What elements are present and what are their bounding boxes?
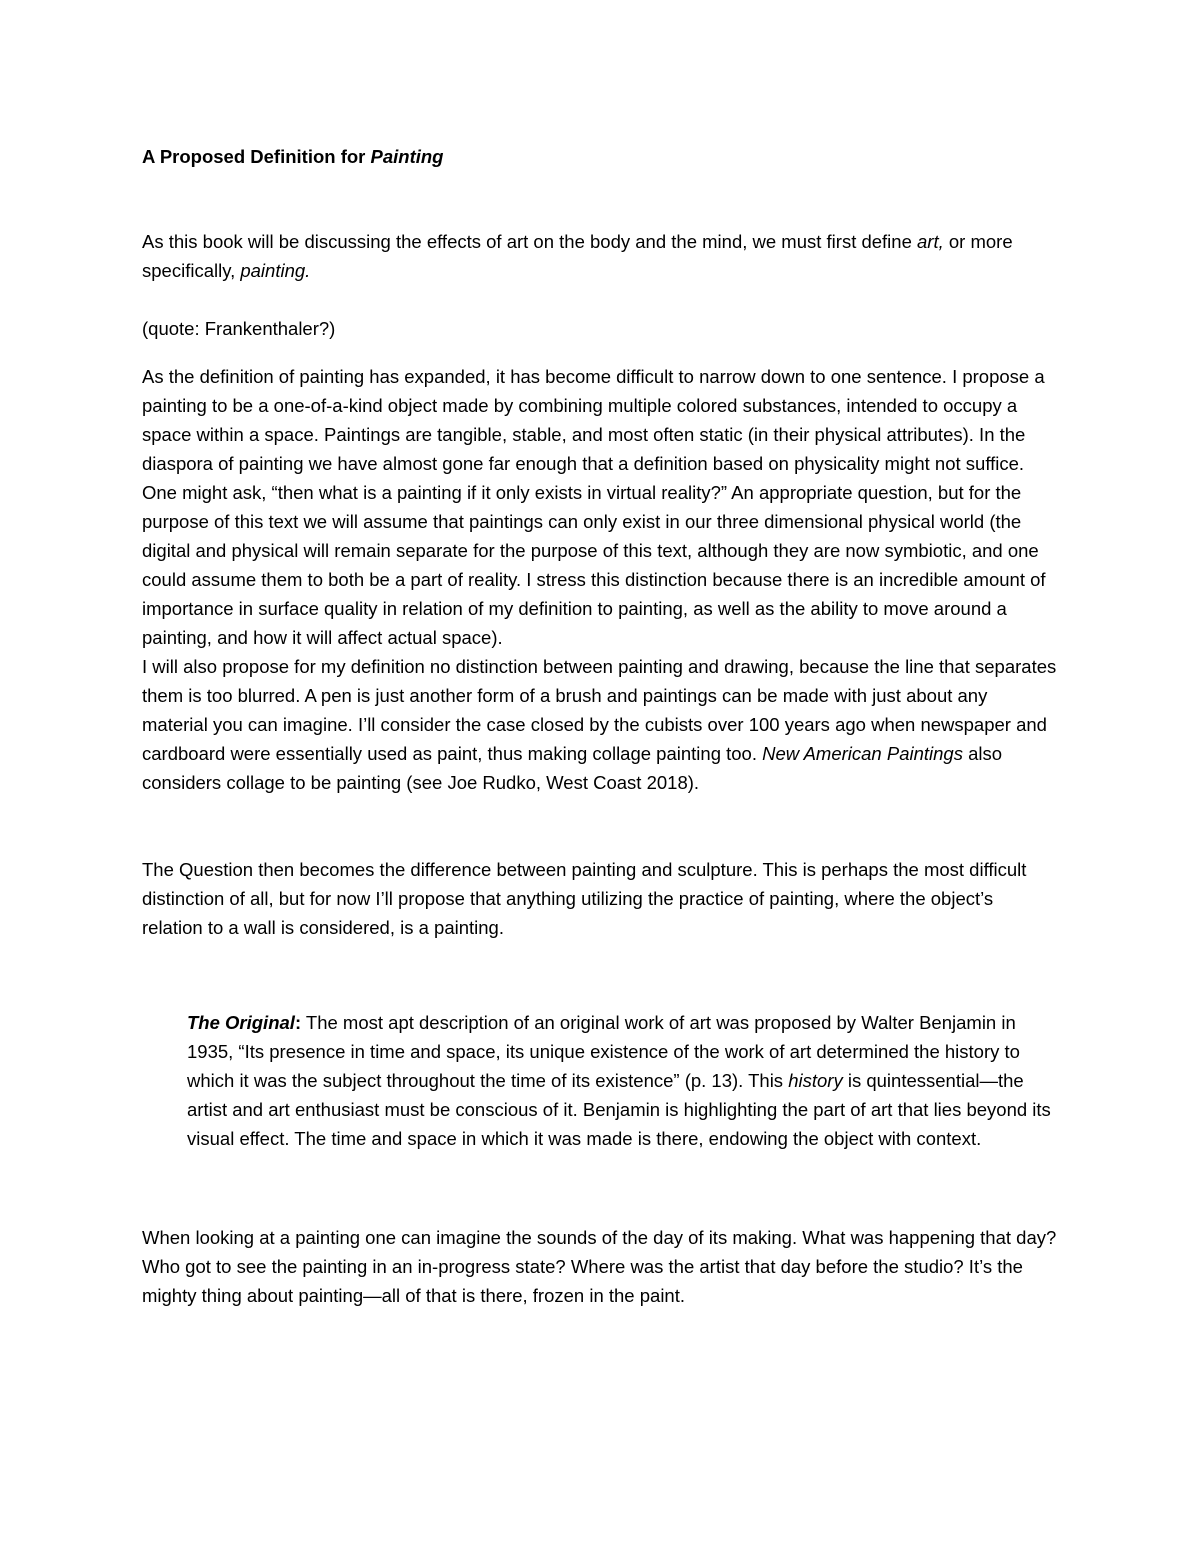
text-run: is quintessential—the artist and art enthusiast must be conscious of it. Benjamin is highlighting the part of art that lies beyond its visual effect. The time and space in which it was made is there, endowing the object with context.: [187, 1070, 1051, 1149]
text-run: The Question then becomes the difference between painting and sculpture. This is perhaps the most difficult distinction of all, but for now I’ll propose that anything utilizing the practice of painting, where the object’s relation to a wall is considered, is a painting.: [142, 859, 1027, 938]
paragraph-quote-note: [142, 314, 1058, 343]
text-run: or more specifically,: [142, 231, 1013, 281]
paragraph-question: [142, 855, 1058, 942]
text-run: also considers collage to be painting (see Joe Rudko, West Coast 2018).: [142, 743, 1003, 793]
text-run: painting.: [240, 260, 311, 281]
text-run: art,: [917, 231, 944, 252]
paragraph-closing: [142, 1223, 1058, 1310]
text-run: A Proposed Definition for: [142, 146, 371, 167]
text-run: (quote: Frankenthaler?): [142, 318, 336, 339]
text-run: As the definition of painting has expanded, it has become difficult to narrow down to one sentence. I propose a painting to be a one-of-a-kind object made by combining multiple colored substances, intended to occupy a space within a space. Paintings are tangible, stable, and most often static (in their physical attributes). In the diaspora of painting we have almost gone far enough that a definition based on physicality might not suffice. One might ask, “then what is a painting if it only exists in virtual reality?” An appropriate question, but for the purpose of this text we will assume that paintings can only exist in our three dimensional physical world (the digital and physical will remain separate for the purpose of this text, although they are now symbiotic, and one could assume them to both be a part of reality. I stress this distinction because there is an incredible amount of importance in surface quality in relation of my definition to painting, as well as the ability to move around a painting, and how it will affect actual space).: [142, 366, 1046, 648]
text-run: The most apt description of an original work of art was proposed by Walter Benjamin in 1935, “Its presence in time and space, its unique existence of the work of art determined the history to which it was the subject throughout the time of its existence” (p. 13). This: [187, 1012, 1020, 1091]
paragraph-definition: [142, 362, 1058, 797]
text-run: I will also propose for my definition no distinction between painting and drawing, because the line that separates them is too blurred. A pen is just another form of a brush and paintings can be made with just about any material you can imagine. I’ll consider the case closed by the cubists over 100 years ago when newspaper and cardboard were essentially used as paint, thus making collage painting too.: [142, 656, 1057, 764]
text-run: When looking at a painting one can imagine the sounds of the day of its making. What was happening that day? Who got to see the painting in an in-progress state? Where was the artist that day before the studio? It’s the mighty thing about painting—all of that is there, frozen in the paint.: [142, 1227, 1057, 1306]
text-run: :: [294, 1012, 302, 1033]
text-run: As this book will be discussing the effects of art on the body and the mind, we must first define: [142, 231, 918, 252]
text-run: history: [788, 1070, 843, 1091]
paragraph-intro: [142, 227, 1058, 285]
blockquote-the-original: [142, 1008, 1058, 1153]
text-run: Painting: [370, 146, 444, 167]
text-run: New American Paintings: [762, 743, 963, 764]
text-run: The Original: [187, 1012, 295, 1033]
document-title: [142, 142, 1058, 171]
